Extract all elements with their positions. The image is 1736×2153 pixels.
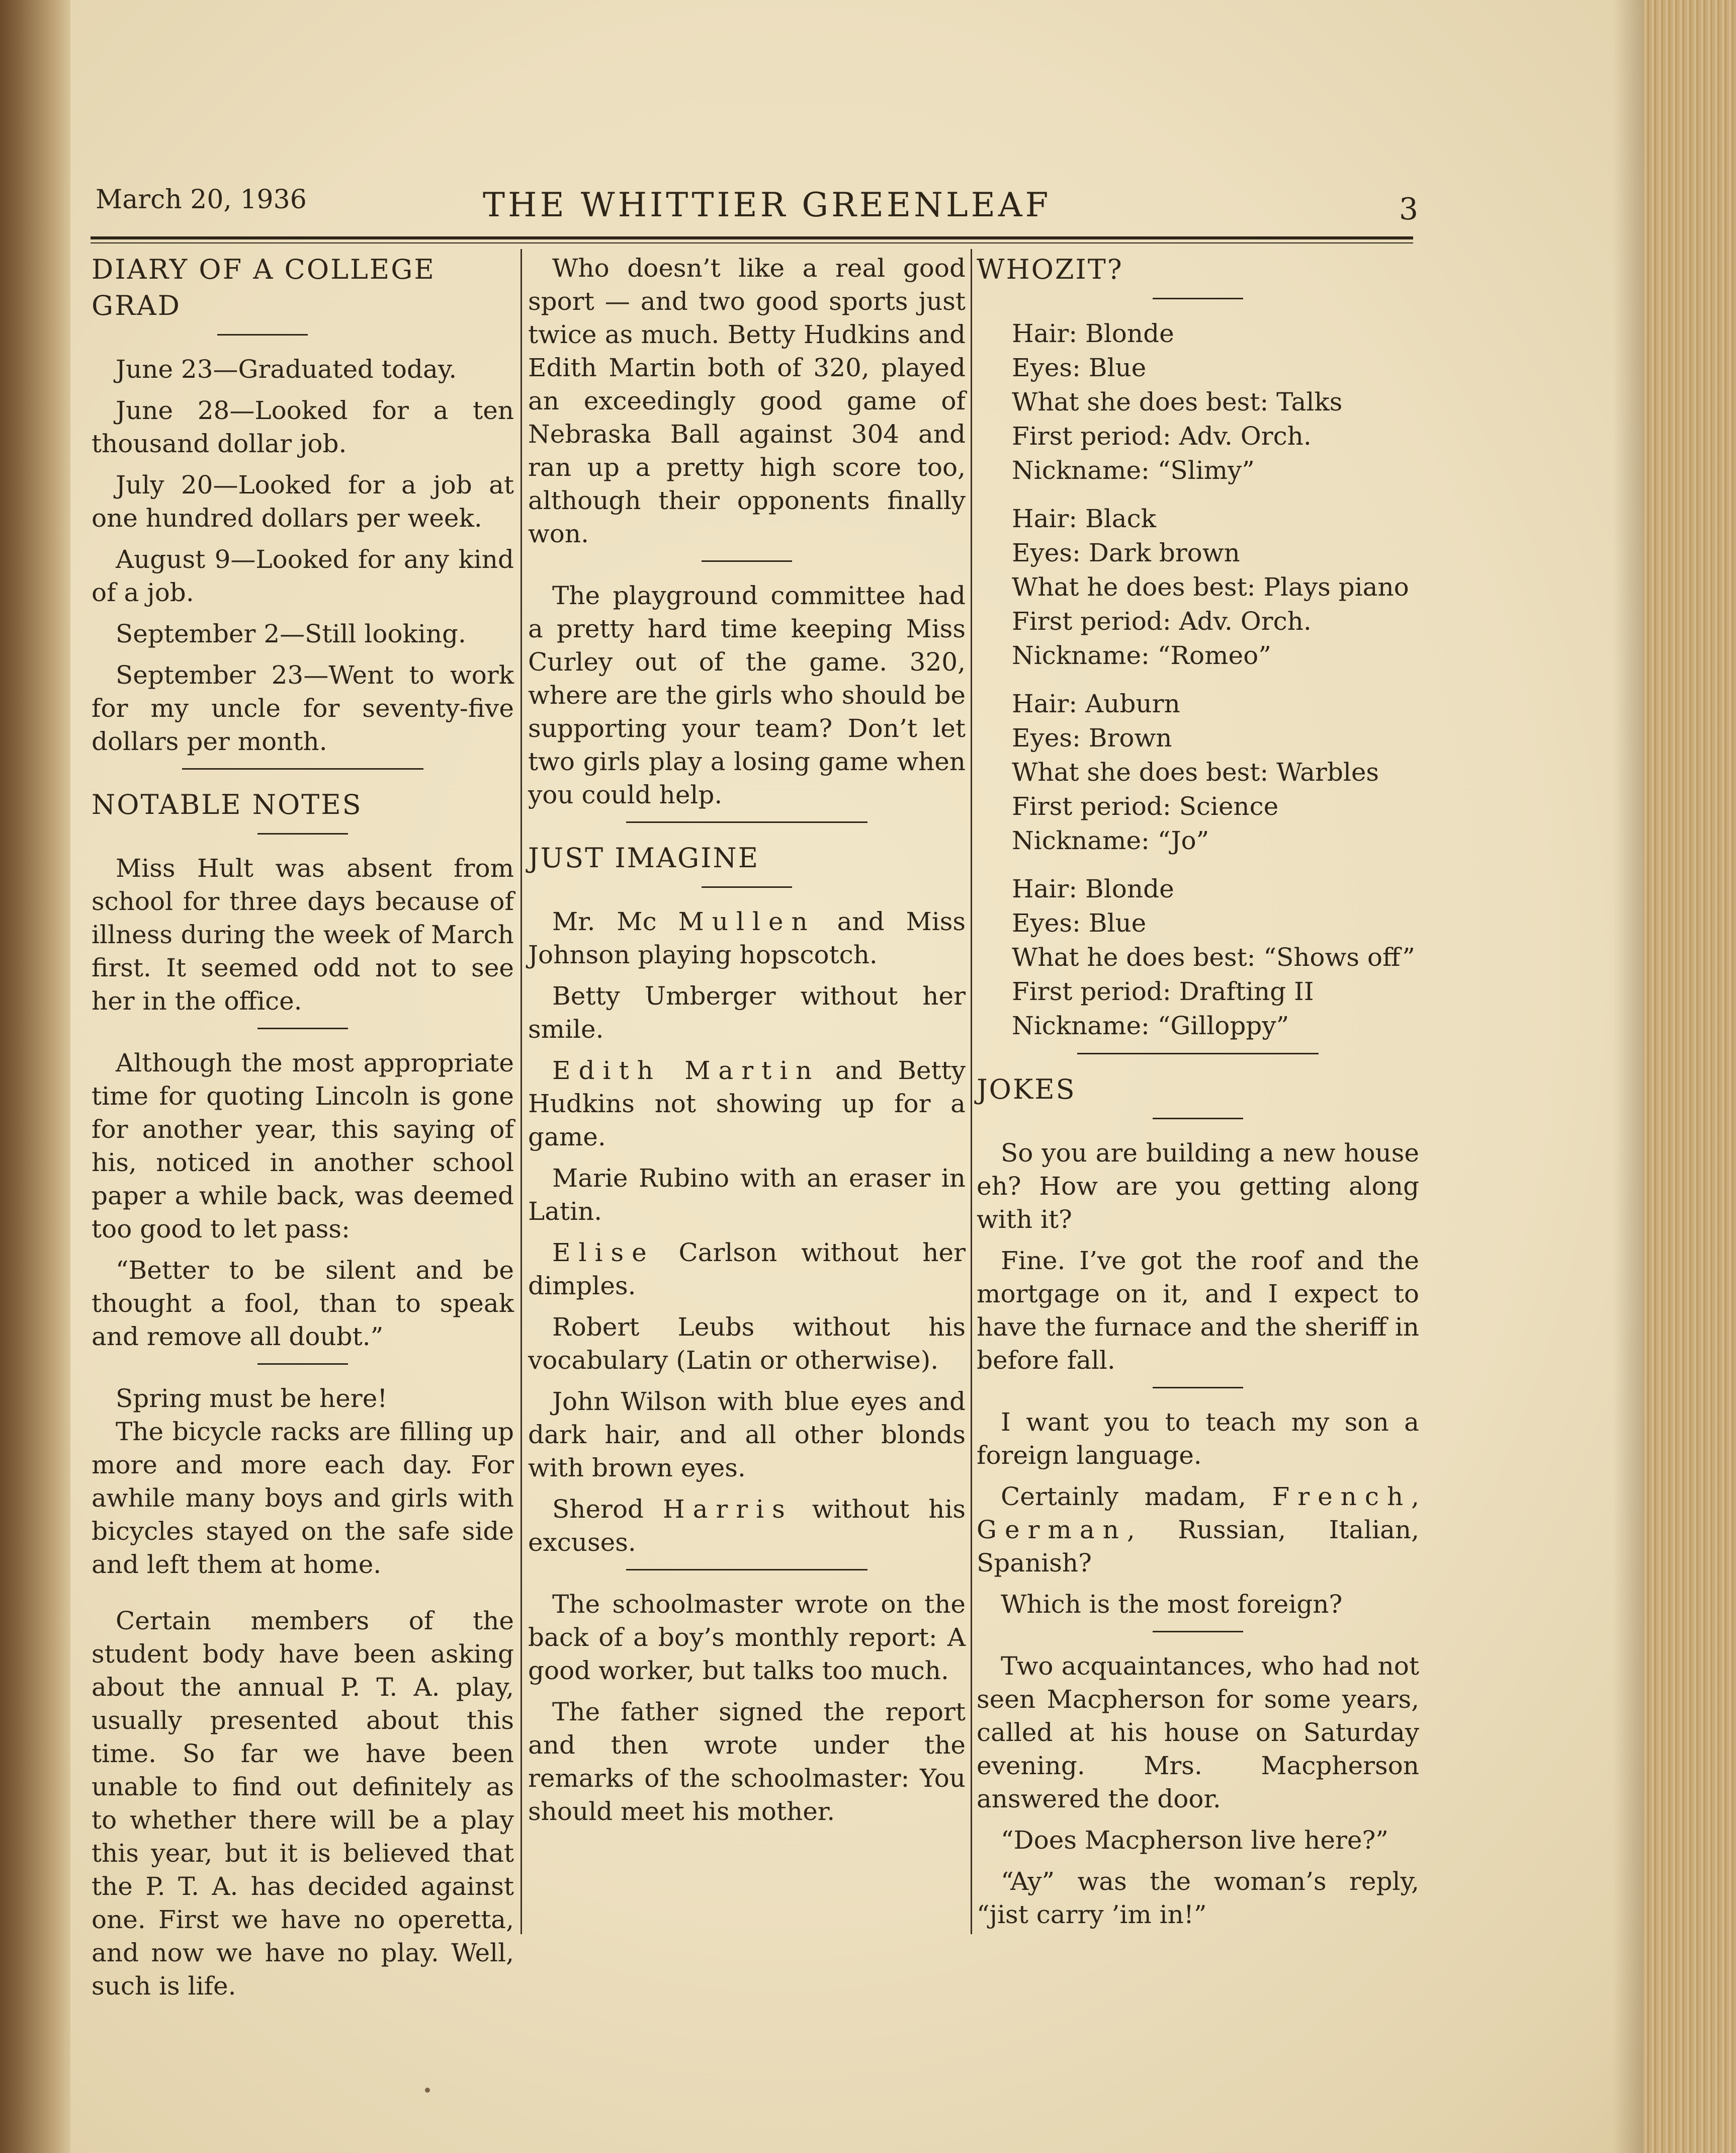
joke-line: Two acquaintances, who had not seen Macpherson for some years, called at his house on Saturday evening. Mrs. Macpherson answered the door. [977, 1651, 1419, 1813]
page-edge-shadow [1613, 0, 1643, 2153]
separator [1153, 1631, 1243, 1632]
diary-heading: DIARY OF A COLLEGE GRAD [92, 254, 436, 321]
header-rule-thin [91, 242, 1413, 243]
column-middle [528, 252, 966, 1836]
hult-paragraph: Miss Hult was absent from school for three days because of illness during the week of March first. It seemed odd not to see her in the office. [92, 854, 514, 1016]
diary-entry: June 23—Graduated today. [116, 355, 457, 384]
just-imagine-heading: JUST IMAGINE [528, 842, 760, 874]
paper-speck [425, 2088, 430, 2093]
imagine-item: Sherod Harris without his excuses. [528, 1495, 966, 1557]
whozit-heading: WHOZIT? [977, 254, 1123, 285]
joke-line: I want you to teach my son a foreign language. [977, 1407, 1419, 1470]
imagine-item: Betty Umberger without her smile. [528, 981, 966, 1044]
imagine-item: John Wilson with blue eyes and dark hair, and all other blonds with brown eyes. [528, 1387, 966, 1482]
spring-line: Spring must be here! [116, 1384, 388, 1413]
page-edges [1643, 0, 1736, 2153]
joke-line: So you are building a new house eh? How are you getting along with it? [977, 1138, 1419, 1234]
separator [702, 560, 792, 562]
schoolmaster-paragraph: The schoolmaster wrote on the back of a boy’s monthly report: A good worker, but talks too much. [528, 1590, 966, 1685]
whozit-entry: Hair: Black Eyes: Dark brown What he does best: Plays piano First period: Adv. Orch. Nickname: “Romeo” [1012, 504, 1409, 670]
header-rule [91, 236, 1413, 239]
column-divider [520, 249, 522, 1934]
separator [257, 1363, 348, 1365]
separator [257, 1028, 348, 1029]
separator [182, 768, 423, 770]
separator [1153, 1387, 1243, 1388]
diary-entry: June 28—Looked for a ten thousand dollar job. [92, 396, 514, 458]
diary-entry: July 20—Looked for a job at one hundred dollars per week. [92, 470, 514, 533]
diary-entry: August 9—Looked for any kind of a job. [92, 545, 514, 607]
jokes-heading: JOKES [977, 1073, 1076, 1105]
lincoln-paragraph: Although the most appropriate time for quoting Lincoln is gone for another year, this saying of his, noticed in another school paper a while back, was deemed too good to let pass: [92, 1048, 514, 1244]
playground-paragraph: The playground committee had a pretty hard time keeping Miss Curley out of the game. 320, where are the girls who should be supporting your team? Don’t let two girls play a losing game when you could help. [528, 581, 966, 809]
father-paragraph: The father signed the report and then wrote under the remarks of the schoolmaster: You should meet his mother. [528, 1697, 966, 1826]
whozit-list [977, 316, 1419, 1043]
separator [1077, 1053, 1319, 1054]
separator [217, 334, 308, 336]
separator [1153, 1118, 1243, 1119]
joke-line: “Ay” was the woman’s reply, “jist carry ’im in!” [977, 1867, 1419, 1929]
imagine-item: Marie Rubino with an eraser in Latin. [528, 1164, 966, 1226]
imagine-item: Edith Martin and Betty Hudkins not showing up for a game. [528, 1056, 966, 1151]
separator [257, 833, 348, 835]
issue-date: March 20, 1936 [96, 185, 307, 215]
joke-line: Which is the most foreign? [1001, 1590, 1343, 1619]
separator [1153, 298, 1243, 299]
diary-entry: September 2—Still looking. [116, 619, 466, 648]
newspaper-title: THE WHITTIER GREENLEAF [483, 186, 1052, 224]
diary-entry: September 23—Went to work for my uncle for seventy-five dollars per month. [92, 660, 514, 756]
notable-notes-heading: NOTABLE NOTES [92, 789, 363, 820]
separator [702, 886, 792, 888]
page-number: 3 [1399, 192, 1418, 227]
book-gutter [0, 0, 70, 2153]
whozit-entry: Hair: Blonde Eyes: Blue What she does best: Talks First period: Adv. Orch. Nickname: “Slimy” [1012, 319, 1343, 485]
bicycle-paragraph: The bicycle racks are filling up more and more each day. For awhile many boys and girls with bicycles stayed on the safe side and left them at home. [92, 1417, 514, 1579]
joke-line: Certainly madam, French, German, Russian, Italian, Spanish? [977, 1482, 1419, 1578]
sport-paragraph: Who doesn’t like a real good sport — and two good sports just twice as much. Betty Hudkins and Edith Martin both of 320, played an exceedingly good game of Nebraska Ball against 304 and ran up a pretty high score too, although their opponents finally won. [528, 254, 966, 548]
whozit-entry: Hair: Auburn Eyes: Brown What she does best: Warbles First period: Science Nickname: “Jo” [1012, 689, 1379, 855]
imagine-item: Mr. Mc Mullen and Miss Johnson playing hopscotch. [528, 907, 966, 969]
separator [626, 821, 867, 823]
pta-paragraph: Certain members of the student body have been asking about the annual P. T. A. play, usually presented about this time. So far we have been unable to find out definitely as to whether there will be a play this year, but it is believed that the P. T. A. has decided against one. First we have no operetta, and now we have no play. Well, such is life. [92, 1606, 514, 2001]
column-divider [971, 249, 972, 1934]
column-right [977, 252, 1419, 1939]
whozit-entry: Hair: Blonde Eyes: Blue What he does best: “Shows off” First period: Drafting II Nickname: “Gilloppy” [1012, 874, 1415, 1040]
joke-line: Fine. I’ve got the roof and the mortgage on it, and I expect to have the furnace and the sheriff in before fall. [977, 1246, 1419, 1375]
masthead [91, 179, 1418, 234]
lincoln-quote: “Better to be silent and be thought a fool, than to speak and remove all doubt.” [92, 1256, 514, 1351]
joke-line: “Does Macpherson live here?” [1001, 1826, 1388, 1855]
separator [626, 1569, 867, 1570]
column-left [92, 252, 514, 2011]
imagine-item: Robert Leubs without his vocabulary (Latin or otherwise). [528, 1312, 966, 1375]
imagine-item: Elise Carlson without her dimples. [528, 1238, 966, 1300]
